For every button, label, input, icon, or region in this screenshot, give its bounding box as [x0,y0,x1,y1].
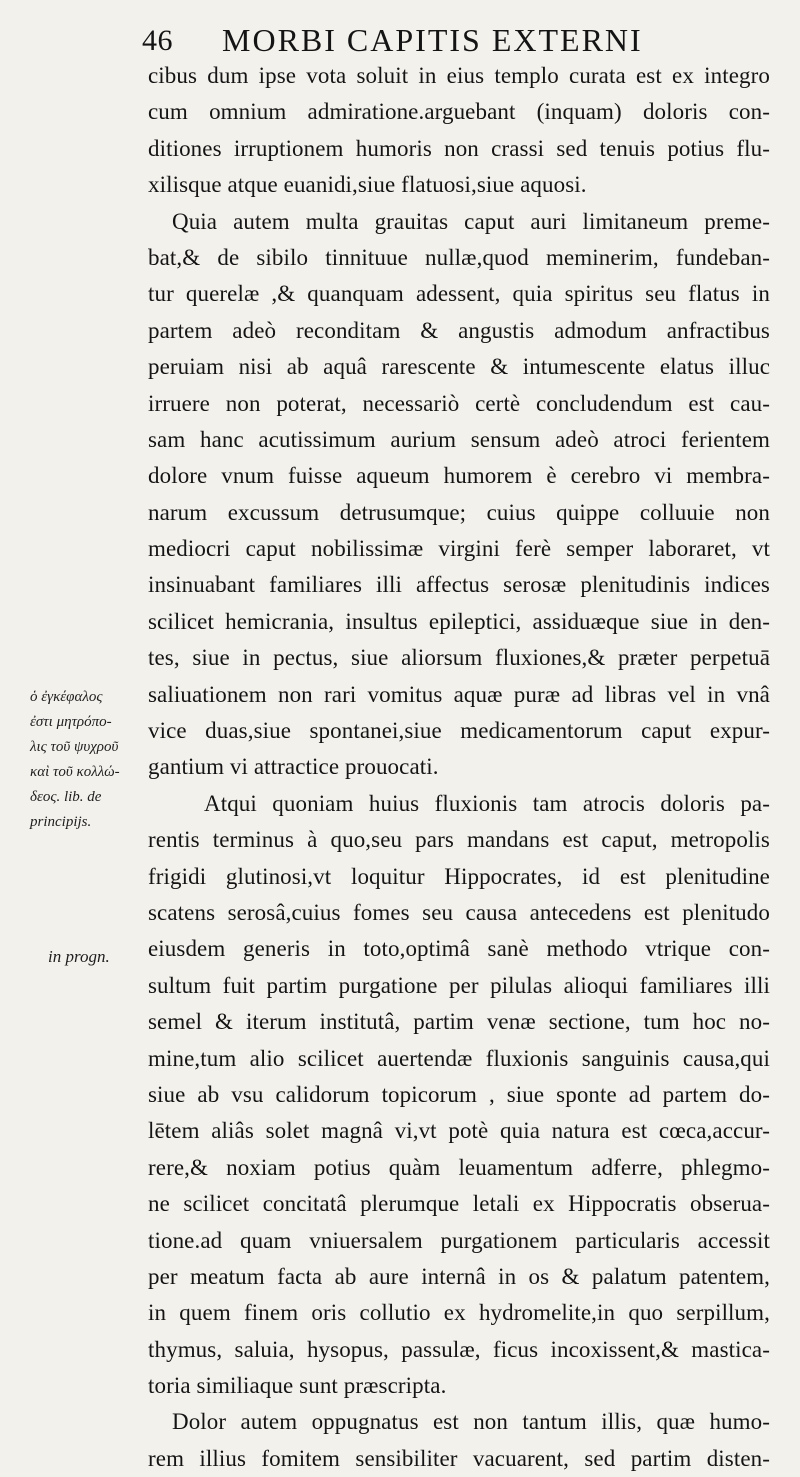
text-line: Dolor autem oppugnatus est non tantum illis, quæ humo- [172,1409,770,1435]
text-line: scatens serosâ,cuius fomes seu causa antecedens est plenitudo [148,899,770,925]
text-line: sam hanc acutissimum aurium sensum adeò atroci ferientem [148,426,770,452]
text-line: peruiam nisi ab aquâ rarescente & intumescente elatus illuc [148,354,770,380]
text-line: cibus dum ipse vota soluit in eius templo curata est ex integro [148,63,770,88]
margin-note-line: ὁ ἐγκέφαλος [30,689,103,705]
text-line: irruere non poterat, necessariò certè concludendum est cau- [148,390,770,416]
margin-note-line: καὶ τοῦ κολλώ- [30,764,120,780]
text-line: thymus, saluia, hysopus, passulæ, ficus incoxissent,& mastica- [148,1336,770,1362]
text-line: gantium vi attractice prouocati. [148,754,439,780]
page-number: 46 [142,24,173,57]
text-line: per meatum facta ab aure internâ in os & palatum patentem, [148,1263,770,1289]
text-line: partem adeò reconditam & angustis admodum anfractibus [148,317,770,343]
text-line: scilicet hemicrania, insultus epileptici, assiduæque siue in den- [148,608,770,634]
text-line: siue ab vsu calidorum topicorum , siue sponte ad partem do- [148,1081,770,1107]
margin-note-line: ἐστι μητρόπο- [30,714,112,730]
text-line: bat,& de sibilo tinnituue nullæ,quod meminerim, fundeban- [148,244,770,270]
margin-note-line: principijs. [30,814,92,830]
text-line: vice duas,siue spontanei,siue medicamentorum caput expur- [148,718,770,744]
text-line: ditiones irruptionem humoris non crassi sed tenuis potius flu- [148,135,770,161]
body-text [148,58,770,1477]
text-line: Atqui quoniam huius fluxionis tam atrocis doloris pa- [204,790,770,816]
text-line: tione.ad quam vniuersalem purgationem particularis accessit [148,1227,770,1253]
text-line: sultum fuit partim purgatione per pilulas alioqui familiares illi [148,972,770,998]
text-line: rem illius fomitem sensibiliter vacuarent, sed partim disten- [148,1445,770,1471]
margin-note-greek [30,685,146,835]
text-line: mediocri caput nobilissimæ virgini ferè semper laboraret, vt [148,536,770,562]
text-line: mine,tum alio scilicet auertendæ fluxionis sanguinis causa,qui [148,1045,770,1071]
text-line: xilisque atque euanidi,siue flatuosi,siue aquosi. [148,172,587,198]
text-line: saliuationem non rari vomitus aquæ puræ ad libras vel in vnâ [148,681,770,707]
text-line: tes, siue in pectus, siue aliorsum fluxiones,& præter perpetuā [148,645,770,671]
text-line: rere,& noxiam potius quàm leuamentum adferre, phlegmo- [148,1154,770,1180]
text-line: ne scilicet concitatâ plerumque letali ex Hippocratis obserua- [148,1191,770,1217]
text-line: lētem aliâs solet magnâ vi,vt potè quia natura est cœca,accur- [148,1118,770,1144]
text-line: in quem finem oris collutio ex hydromelite,in quo serpillum, [148,1300,770,1326]
text-line: toria similiaque sunt præscripta. [148,1373,447,1399]
text-line: narum excussum detrusumque; cuius quippe colluuie non [148,499,770,525]
text-line: semel & iterum institutâ, partim venæ sectione, tum hoc no- [148,1009,770,1035]
text-line: eiusdem generis in toto,optimâ sanè methodo vtrique con- [148,936,770,962]
text-line: dolore vnum fuisse aqueum humorem è cerebro vi membra- [148,463,770,489]
text-line: Quia autem multa grauitas caput auri limitaneum preme- [172,208,770,234]
running-title: MORBI CAPITIS EXTERNI [222,22,643,58]
text-line: tur querelæ ,& quanquam adessent, quia spiritus seu flatus in [148,281,770,307]
margin-note-line: δεος. lib. de [30,789,102,805]
text-line: frigidi glutinosi,vt loquitur Hippocrates, id est plenitudine [148,863,770,889]
margin-note-progn: in progn. [48,947,110,966]
margin-note-line: λις τοῦ ψυχροῦ [30,739,119,755]
text-line: insinuabant familiares illi affectus serosæ plenitudinis indices [148,572,770,598]
text-line: cum omnium admiratione.arguebant (inquam) doloris con- [148,99,770,125]
text-line: rentis terminus à quo,seu pars mandans est caput, metropolis [148,827,770,853]
